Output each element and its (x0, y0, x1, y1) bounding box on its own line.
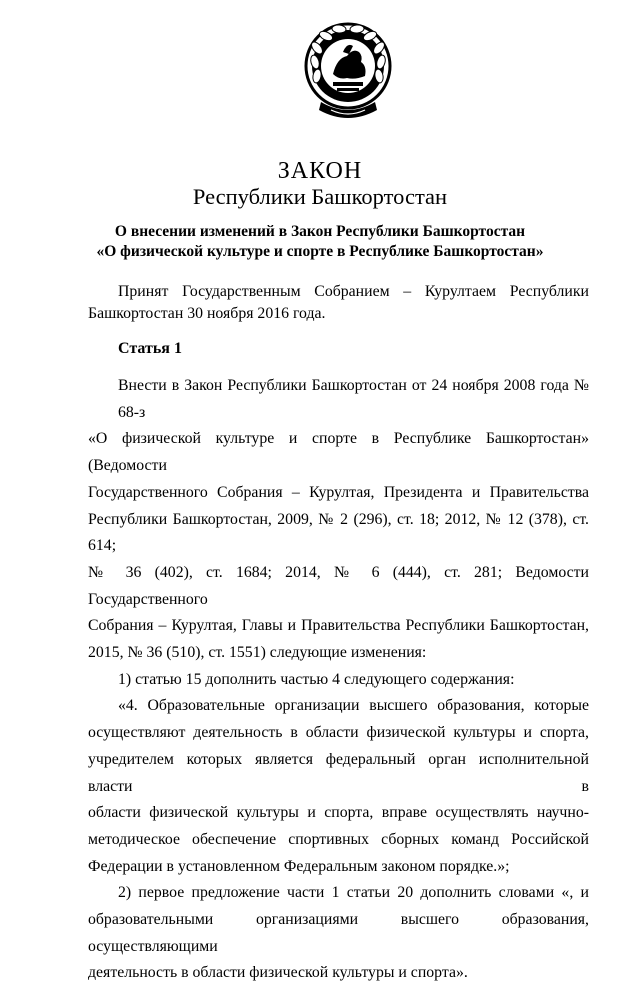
law-subject (0, 222, 640, 262)
article-heading: Статья 1 (118, 340, 182, 357)
article-body (88, 373, 589, 987)
document-subtitle: Республики Башкортостан (192, 184, 448, 209)
text-line: «4. Образовательные организации высшего образования, которые (118, 697, 589, 715)
text-line: Собрания – Курултая, Главы и Правительства Республики Башкортостан, (88, 617, 589, 635)
adoption-line-2: Башкортостан 30 ноября 2016 года. (88, 305, 326, 322)
text-line: 2) первое предложение части 1 статьи 20 дополнить словами «, и (118, 884, 589, 902)
adoption-note (88, 281, 589, 325)
text-line: «О физической культуре и спорте в Республике Башкортостан» (Ведомости (88, 430, 589, 475)
text-line: Внести в Закон Республики Башкортостан от 24 ноября 2008 года № 68-з (118, 377, 589, 421)
text-line: 1) статью 15 дополнить частью 4 следующего содержания: (118, 670, 515, 688)
text-line: методическое обеспечение спортивных сборных команд Российской (88, 830, 589, 848)
text-line: области физической культуры и спорта, вправе осуществлять научно- (88, 804, 589, 822)
text-line: 2015, № 36 (510), ст. 1551) следующие изменения: (88, 644, 427, 662)
subject-line-1: О внесении изменений в Закон Республики Башкортостан (114, 223, 526, 240)
text-line: деятельность в области физической культуры и спорта». (88, 964, 468, 982)
text-line: учредителем которых является федеральный орган исполнительной власти в (88, 750, 589, 795)
subject-line-2: «О физической культуре и спорте в Республике Башкортостан» (96, 243, 544, 260)
text-line: Государственного Собрания – Курултая, Президента и Правительства (88, 483, 589, 501)
text-line: Республики Башкортостан, 2009, № 2 (296), ст. 18; 2012, № 12 (378), ст. 614; (88, 510, 589, 555)
text-line: образовательными организациями высшего образования, осуществляющими (88, 911, 589, 955)
text-line: Федерации в установленном Федеральным законом порядке.»; (88, 857, 510, 875)
adoption-line-1: Принят Государственным Собранием – Курултаем Республики (118, 283, 589, 300)
text-line: осуществляют деятельность в области физической культуры и спорта, (88, 724, 589, 742)
text-line: № 36 (402), ст. 1684; 2014, № 6 (444), ст. 281; Ведомости Государственного (88, 563, 589, 608)
coat-of-arms-icon (303, 22, 393, 130)
document-title: ЗАКОН (277, 158, 363, 184)
